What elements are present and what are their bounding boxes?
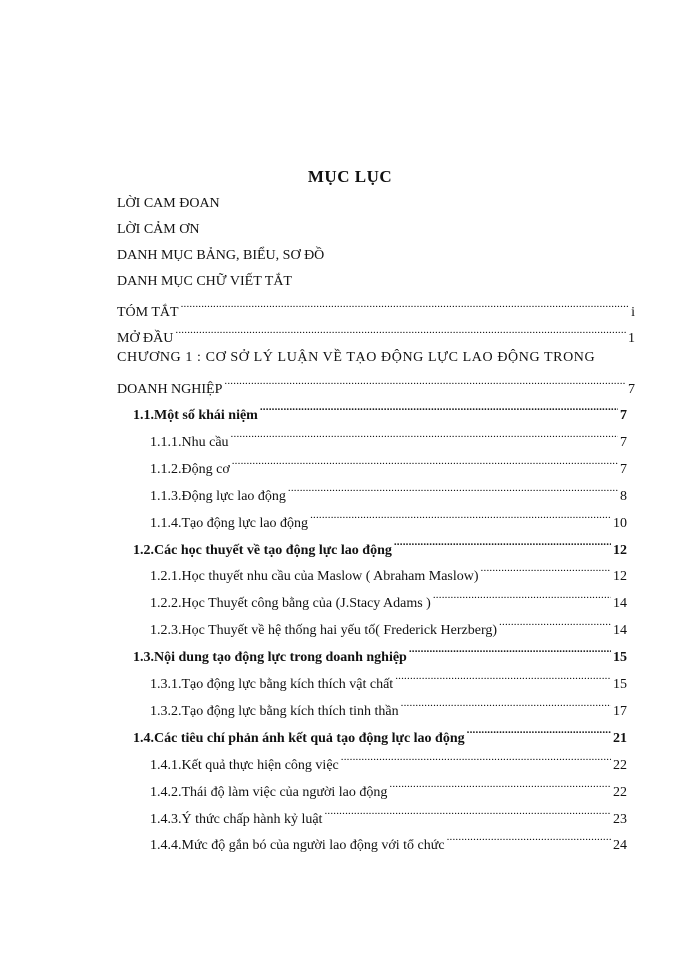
- toc-entry-label: 1.2.3.Học Thuyết về hệ thống hai yếu tố( Frederick Herzberg): [150, 623, 498, 638]
- toc-entry-page: 17: [613, 704, 627, 719]
- toc-subsection-entry: [150, 616, 627, 640]
- toc-entry-page: 15: [613, 677, 627, 692]
- toc-dot-leader: [181, 298, 630, 316]
- toc-entry-page: 22: [613, 758, 627, 773]
- toc-entry-page: 12: [613, 569, 627, 584]
- toc-entry-label: 1.1.Một số khái niệm: [133, 408, 258, 423]
- toc-dot-leader: [409, 643, 611, 661]
- toc-dot-leader: [175, 324, 626, 342]
- toc-subsection-entry: [150, 778, 627, 802]
- toc-entry-page: 24: [613, 838, 627, 853]
- toc-entry-label: TÓM TẮT: [117, 305, 179, 320]
- toc-entry-label: 1.4.4.Mức độ gắn bó của người lao động với tổ chức: [150, 838, 445, 853]
- toc-entry-label: 1.2.2.Học Thuyết công bằng của (J.Stacy Adams ): [150, 596, 431, 611]
- toc-entry-page: 12: [613, 543, 627, 558]
- toc-entry-page: 7: [628, 382, 635, 397]
- toc-dot-leader: [224, 375, 626, 393]
- toc-entry-page: 21: [613, 731, 627, 746]
- page-title: MỤC LỤC: [307, 167, 393, 186]
- toc-front-matter-item: LỜI CAM ĐOAN: [117, 196, 220, 211]
- toc-subsection-entry: [150, 455, 627, 479]
- toc-entry-label: 1.3.2.Tạo động lực bằng kích thích tinh thần: [150, 704, 399, 719]
- toc-entry-page: 15: [613, 650, 627, 665]
- toc-section-entry: [133, 401, 627, 425]
- toc-dot-leader: [231, 428, 618, 446]
- toc-entry: [117, 324, 635, 348]
- toc-subsection-entry: [150, 562, 627, 586]
- toc-dot-leader: [395, 670, 611, 688]
- toc-dot-leader: [433, 589, 611, 607]
- toc-dot-leader: [467, 724, 611, 742]
- toc-section-entry: [133, 536, 627, 560]
- toc-dot-leader: [389, 778, 611, 796]
- toc-subsection-entry: [150, 482, 627, 506]
- toc-entry-label: MỞ ĐẦU: [117, 331, 174, 346]
- toc-entry-label: 1.2.1.Học thuyết nhu cầu của Maslow ( Abraham Maslow): [150, 569, 479, 584]
- toc-entry-page: 7: [620, 435, 627, 450]
- toc-dot-leader: [310, 509, 611, 527]
- toc-chapter-heading: CHƯƠNG 1 : CƠ SỞ LÝ LUẬN VỀ TẠO ĐỘNG LỰC LAO ĐỘNG TRONG: [117, 350, 596, 365]
- toc-entry-page: 23: [613, 812, 627, 827]
- toc-entry-label: 1.2.Các học thuyết về tạo động lực lao động: [133, 543, 392, 558]
- toc-subsection-entry: [150, 509, 627, 533]
- toc-dot-leader: [401, 697, 611, 715]
- toc-entry-page: 7: [620, 408, 627, 423]
- toc-entry: [117, 298, 635, 322]
- toc-entry-label: 1.4.1.Kết quả thực hiện công việc: [150, 758, 339, 773]
- toc-front-matter-item: DANH MỤC CHỮ VIẾT TẮT: [117, 274, 292, 289]
- toc-chapter-entry: [117, 375, 635, 399]
- toc-dot-leader: [499, 616, 611, 634]
- toc-dot-leader: [447, 831, 611, 849]
- toc-dot-leader: [232, 455, 618, 473]
- toc-subsection-entry: [150, 589, 627, 613]
- toc-entry-label: 1.1.4.Tạo động lực lao động: [150, 516, 309, 531]
- toc-section-entry: [133, 724, 627, 748]
- toc-subsection-entry: [150, 670, 627, 694]
- toc-dot-leader: [288, 482, 618, 500]
- toc-entry-page: 14: [613, 623, 627, 638]
- toc-dot-leader: [341, 751, 611, 769]
- toc-dot-leader: [481, 562, 611, 580]
- toc-dot-leader: [394, 536, 611, 554]
- toc-subsection-entry: [150, 751, 627, 775]
- toc-entry-label: DOANH NGHIỆP: [117, 382, 223, 397]
- toc-dot-leader: [324, 805, 611, 823]
- toc-entry-page: 22: [613, 785, 627, 800]
- toc-subsection-entry: [150, 831, 627, 855]
- toc-subsection-entry: [150, 697, 627, 721]
- toc-entry-page: 10: [613, 516, 627, 531]
- toc-entry-page: i: [631, 305, 635, 320]
- toc-entry-label: 1.1.3.Động lực lao động: [150, 489, 286, 504]
- toc-subsection-entry: [150, 805, 627, 829]
- toc-front-matter-item: DANH MỤC BẢNG, BIỂU, SƠ ĐỒ: [117, 248, 325, 263]
- toc-entry-label: 1.3.Nội dung tạo động lực trong doanh nghiệp: [133, 650, 407, 665]
- toc-entry-page: 8: [620, 489, 627, 504]
- toc-entry-label: 1.4.Các tiêu chí phản ánh kết quả tạo động lực lao động: [133, 731, 465, 746]
- toc-entry-page: 7: [620, 462, 627, 477]
- toc-entry-label: 1.3.1.Tạo động lực bằng kích thích vật chất: [150, 677, 394, 692]
- toc-section-entry: [133, 643, 627, 667]
- toc-entry-label: 1.1.2.Động cơ: [150, 462, 230, 477]
- toc-front-matter-item: LỜI CẢM ƠN: [117, 222, 200, 237]
- toc-subsection-entry: [150, 428, 627, 452]
- toc-entry-label: 1.4.3.Ý thức chấp hành kỷ luật: [150, 812, 323, 827]
- toc-entry-label: 1.1.1.Nhu cầu: [150, 435, 229, 450]
- toc-entry-page: 14: [613, 596, 627, 611]
- toc-entry-label: 1.4.2.Thái độ làm việc của người lao động: [150, 785, 388, 800]
- toc-entry-page: 1: [628, 331, 635, 346]
- toc-dot-leader: [260, 401, 618, 419]
